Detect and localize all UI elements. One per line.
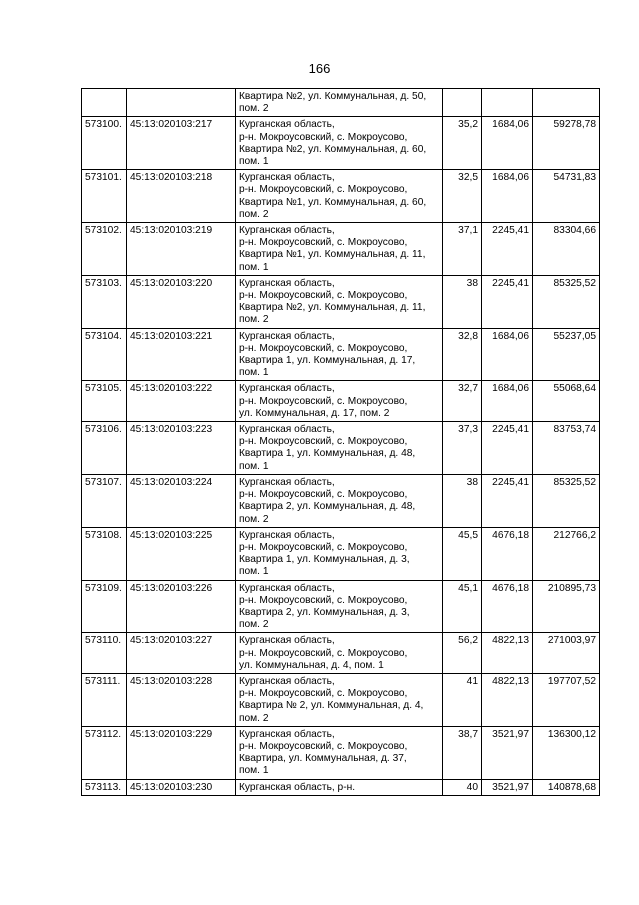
row-number-cell: 573104. [82,328,127,381]
rate-cell: 4822,13 [482,633,533,674]
row-number-cell: 573105. [82,381,127,422]
table-row [82,117,600,170]
area-cell: 45,5 [443,527,482,580]
cadastral-value-cell: 54731,83 [533,170,600,223]
area-cell [443,89,482,117]
table-row [82,170,600,223]
rate-cell [482,89,533,117]
cadastral-number-cell: 45:13:020103:228 [127,673,236,726]
address-cell: Курганская область, р-н. Мокроусовский, с. Мокроусово, Квартира 1, ул. Коммунальная, д. 17, пом. 1 [236,328,443,381]
address-cell: Курганская область, р-н. Мокроусовский, с. Мокроусово, Квартира, ул. Коммунальная, д. 37, пом. 1 [236,726,443,779]
area-cell: 32,8 [443,328,482,381]
area-cell: 35,2 [443,117,482,170]
rate-cell: 3521,97 [482,779,533,795]
cadastral-number-cell: 45:13:020103:224 [127,474,236,527]
table-row [82,89,600,117]
area-cell: 41 [443,673,482,726]
address-cell: Курганская область, р-н. Мокроусовский, с. Мокроусово, Квартира №2, ул. Коммунальная, д. 11, пом. 2 [236,275,443,328]
table-row [82,328,600,381]
rate-cell: 4676,18 [482,527,533,580]
row-number-cell: 573112. [82,726,127,779]
area-cell: 38 [443,275,482,328]
address-cell: Курганская область, р-н. Мокроусовский, с. Мокроусово, Квартира №1, ул. Коммунальная, д. 11, пом. 1 [236,223,443,276]
row-number-cell: 573110. [82,633,127,674]
address-cell: Курганская область, р-н. Мокроусовский, с. Мокроусово, Квартира 1, ул. Коммунальная, д. 48, пом. 1 [236,422,443,475]
table-row [82,673,600,726]
page-number: 166 [308,61,331,76]
rate-cell: 4676,18 [482,580,533,633]
cadastral-number-cell: 45:13:020103:218 [127,170,236,223]
area-cell: 32,7 [443,381,482,422]
row-number-cell: 573111. [82,673,127,726]
cadastral-value-cell: 55068,64 [533,381,600,422]
address-cell: Курганская область, р-н. [236,779,443,795]
cadastral-value-cell: 85325,52 [533,474,600,527]
cadastral-number-cell: 45:13:020103:225 [127,527,236,580]
address-cell: Курганская область, р-н. Мокроусовский, с. Мокроусово, Квартира №1, ул. Коммунальная, д. 60, пом. 2 [236,170,443,223]
row-number-cell: 573103. [82,275,127,328]
table-row [82,726,600,779]
area-cell: 38,7 [443,726,482,779]
address-cell: Курганская область, р-н. Мокроусовский, с. Мокроусово, Квартира 1, ул. Коммунальная, д. 3, пом. 1 [236,527,443,580]
row-number-cell: 573106. [82,422,127,475]
cadastral-value-cell: 136300,12 [533,726,600,779]
rate-cell: 1684,06 [482,170,533,223]
cadastral-number-cell: 45:13:020103:222 [127,381,236,422]
cadastral-value-cell [533,89,600,117]
rate-cell: 2245,41 [482,223,533,276]
cadastral-number-cell: 45:13:020103:220 [127,275,236,328]
cadastral-value-cell: 83753,74 [533,422,600,475]
row-number-cell: 573101. [82,170,127,223]
area-cell: 40 [443,779,482,795]
cadastral-value-cell: 83304,66 [533,223,600,276]
area-cell: 45,1 [443,580,482,633]
cadastral-number-cell: 45:13:020103:229 [127,726,236,779]
area-cell: 37,1 [443,223,482,276]
cadastral-value-cell: 210895,73 [533,580,600,633]
cadastral-value-cell: 140878,68 [533,779,600,795]
row-number-cell: 573100. [82,117,127,170]
row-number-cell: 573102. [82,223,127,276]
area-cell: 32,5 [443,170,482,223]
address-cell: Курганская область, р-н. Мокроусовский, с. Мокроусово, Квартира 2, ул. Коммунальная, д. 48, пом. 2 [236,474,443,527]
property-table [81,88,600,796]
cadastral-value-cell: 85325,52 [533,275,600,328]
row-number-cell [82,89,127,117]
rate-cell: 2245,41 [482,474,533,527]
rate-cell: 1684,06 [482,381,533,422]
cadastral-value-cell: 55237,05 [533,328,600,381]
table-row [82,633,600,674]
rate-cell: 3521,97 [482,726,533,779]
address-cell: Курганская область, р-н. Мокроусовский, с. Мокроусово, Квартира №2, ул. Коммунальная, д. 60, пом. 1 [236,117,443,170]
row-number-cell: 573113. [82,779,127,795]
cadastral-number-cell: 45:13:020103:230 [127,779,236,795]
table-row [82,381,600,422]
row-number-cell: 573107. [82,474,127,527]
cadastral-number-cell: 45:13:020103:227 [127,633,236,674]
cadastral-number-cell [127,89,236,117]
table-row [82,474,600,527]
cadastral-number-cell: 45:13:020103:226 [127,580,236,633]
area-cell: 37,3 [443,422,482,475]
row-number-cell: 573108. [82,527,127,580]
table-row [82,580,600,633]
area-cell: 38 [443,474,482,527]
property-table-body [82,89,600,796]
rate-cell: 1684,06 [482,117,533,170]
address-cell: Курганская область, р-н. Мокроусовский, с. Мокроусово, Квартира № 2, ул. Коммунальная, д. 4, пом. 2 [236,673,443,726]
cadastral-number-cell: 45:13:020103:217 [127,117,236,170]
address-cell: Квартира №2, ул. Коммунальная, д. 50, пом. 2 [236,89,443,117]
cadastral-value-cell: 197707,52 [533,673,600,726]
area-cell: 56,2 [443,633,482,674]
cadastral-value-cell: 59278,78 [533,117,600,170]
cadastral-number-cell: 45:13:020103:223 [127,422,236,475]
address-cell: Курганская область, р-н. Мокроусовский, с. Мокроусово, Квартира 2, ул. Коммунальная, д. 3, пом. 2 [236,580,443,633]
rate-cell: 2245,41 [482,422,533,475]
rate-cell: 1684,06 [482,328,533,381]
cadastral-number-cell: 45:13:020103:221 [127,328,236,381]
table-row [82,223,600,276]
cadastral-number-cell: 45:13:020103:219 [127,223,236,276]
table-row [82,779,600,795]
table-row [82,275,600,328]
rate-cell: 4822,13 [482,673,533,726]
table-row [82,422,600,475]
row-number-cell: 573109. [82,580,127,633]
address-cell: Курганская область, р-н. Мокроусовский, с. Мокроусово, ул. Коммунальная, д. 4, пом. 1 [236,633,443,674]
rate-cell: 2245,41 [482,275,533,328]
table-row [82,527,600,580]
cadastral-value-cell: 271003,97 [533,633,600,674]
address-cell: Курганская область, р-н. Мокроусовский, с. Мокроусово, ул. Коммунальная, д. 17, пом. 2 [236,381,443,422]
cadastral-value-cell: 212766,2 [533,527,600,580]
